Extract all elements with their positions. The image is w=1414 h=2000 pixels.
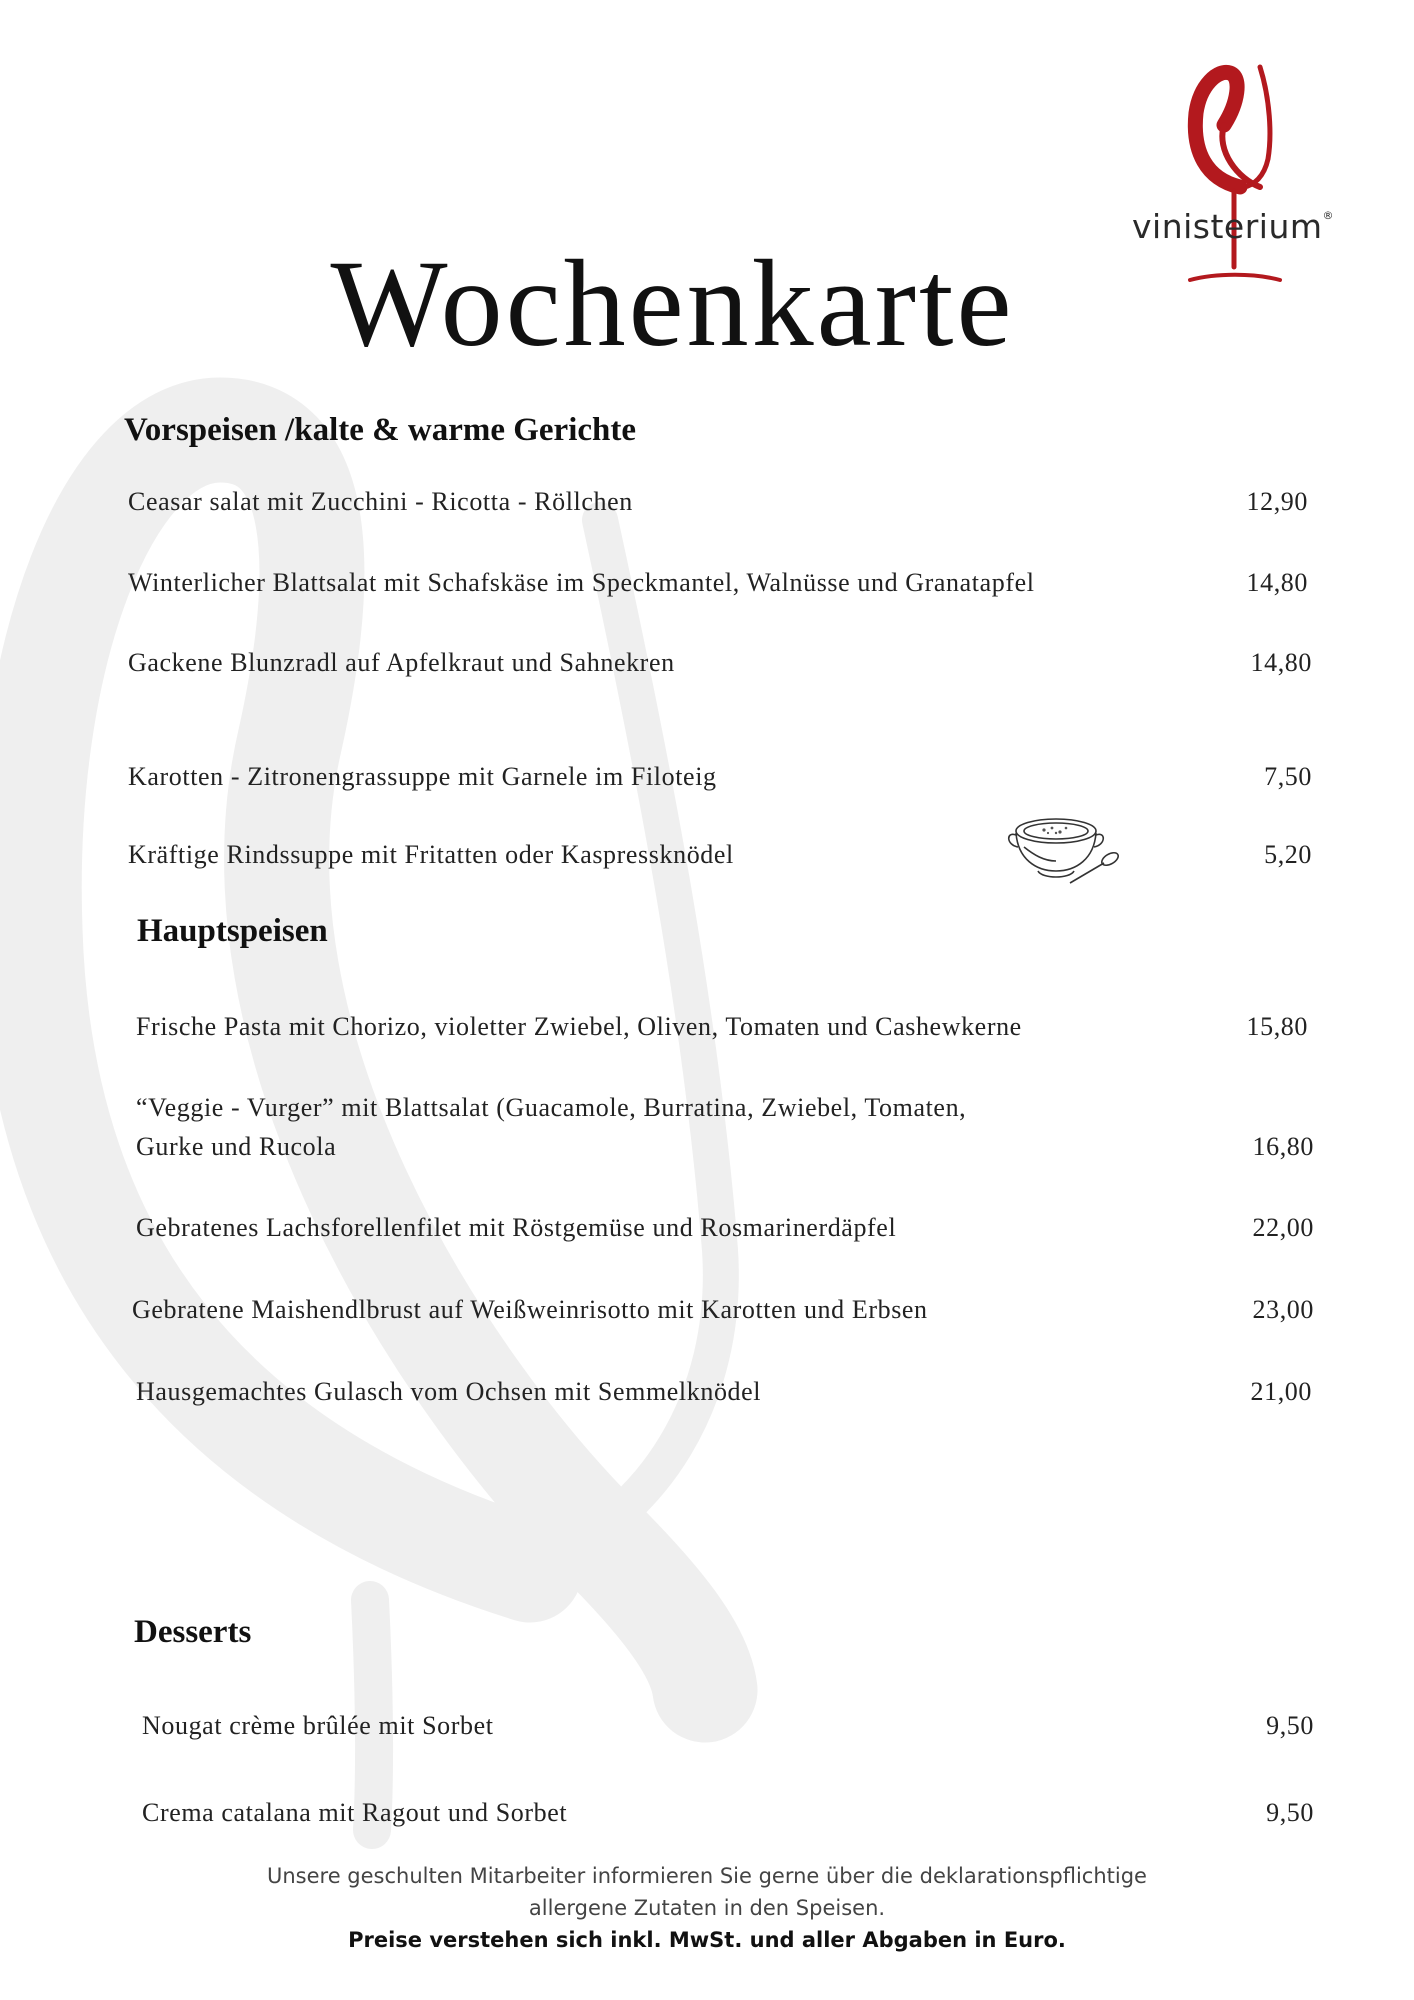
menu-item-price: 22,00 — [1252, 1213, 1314, 1242]
menu-item-price: 16,80 — [1252, 1132, 1314, 1161]
menu-item-name: Kräftige Rindssuppe mit Fritatten oder Kaspressknödel — [128, 840, 734, 869]
brand-name: vinisterium® — [1132, 207, 1335, 246]
price-notice: Preise verstehen sich inkl. MwSt. und aller Abgaben in Euro. — [348, 1928, 1066, 1952]
menu-item-price: 23,00 — [1252, 1295, 1314, 1324]
menu-item-name: Nougat crème brûlée mit Sorbet — [142, 1711, 494, 1740]
allergen-notice-line: allergene Zutaten in den Speisen. — [528, 1896, 886, 1920]
menu-item-name: Ceasar salat mit Zucchini - Ricotta - Röllchen — [128, 487, 633, 516]
menu-item-name: Gebratenes Lachsforellenfilet mit Röstgemüse und Rosmarinerdäpfel — [136, 1213, 897, 1242]
menu-item-price: 7,50 — [1264, 762, 1312, 791]
page-title: Wochenkarte — [330, 235, 1015, 372]
menu-item-price: 15,80 — [1246, 1012, 1308, 1041]
menu-item-name: “Veggie - Vurger” mit Blattsalat (Guacamole, Burratina, Zwiebel, Tomaten, — [136, 1093, 967, 1122]
menu-item-name: Frische Pasta mit Chorizo, violetter Zwiebel, Oliven, Tomaten und Cashewkerne — [136, 1012, 1022, 1041]
menu-item-price: 21,00 — [1250, 1377, 1312, 1406]
section-heading-desserts: Desserts — [134, 1614, 252, 1650]
menu-item-name: Gackene Blunzradl auf Apfelkraut und Sahnekren — [128, 648, 675, 677]
allergen-notice — [200, 1860, 1214, 1956]
menu-item-price: 14,80 — [1250, 648, 1312, 677]
menu-item-price: 9,50 — [1266, 1798, 1314, 1827]
brand-logo — [1120, 55, 1380, 295]
section-heading-starters: Vorspeisen /kalte & warme Gerichte — [124, 412, 636, 448]
menu-item-price: 14,80 — [1246, 568, 1308, 597]
menu-item-name: Karotten - Zitronengrassuppe mit Garnele im Filoteig — [128, 762, 717, 791]
menu-item-name: Winterlicher Blattsalat mit Schafskäse im Speckmantel, Walnüsse und Granatapfel — [128, 568, 1035, 597]
wine-glass-icon — [1120, 55, 1380, 295]
menu-item-name: Hausgemachtes Gulasch vom Ochsen mit Semmelknödel — [136, 1377, 762, 1406]
allergen-notice-line: Unsere geschulten Mitarbeiter informieren Sie gerne über die deklarationspflichtige — [267, 1864, 1147, 1888]
menu-item-price: 5,20 — [1264, 840, 1312, 869]
menu-item-price: 9,50 — [1266, 1711, 1314, 1740]
menu-item-name: Gebratene Maishendlbrust auf Weißweinrisotto mit Karotten und Erbsen — [132, 1295, 928, 1324]
menu-item-name: Crema catalana mit Ragout und Sorbet — [142, 1798, 568, 1827]
menu-item-price: 12,90 — [1246, 487, 1308, 516]
menu-item-name-continued: Gurke und Rucola — [136, 1132, 337, 1161]
section-heading-mains: Hauptspeisen — [137, 913, 328, 949]
soup-bowl-icon — [1004, 803, 1124, 903]
